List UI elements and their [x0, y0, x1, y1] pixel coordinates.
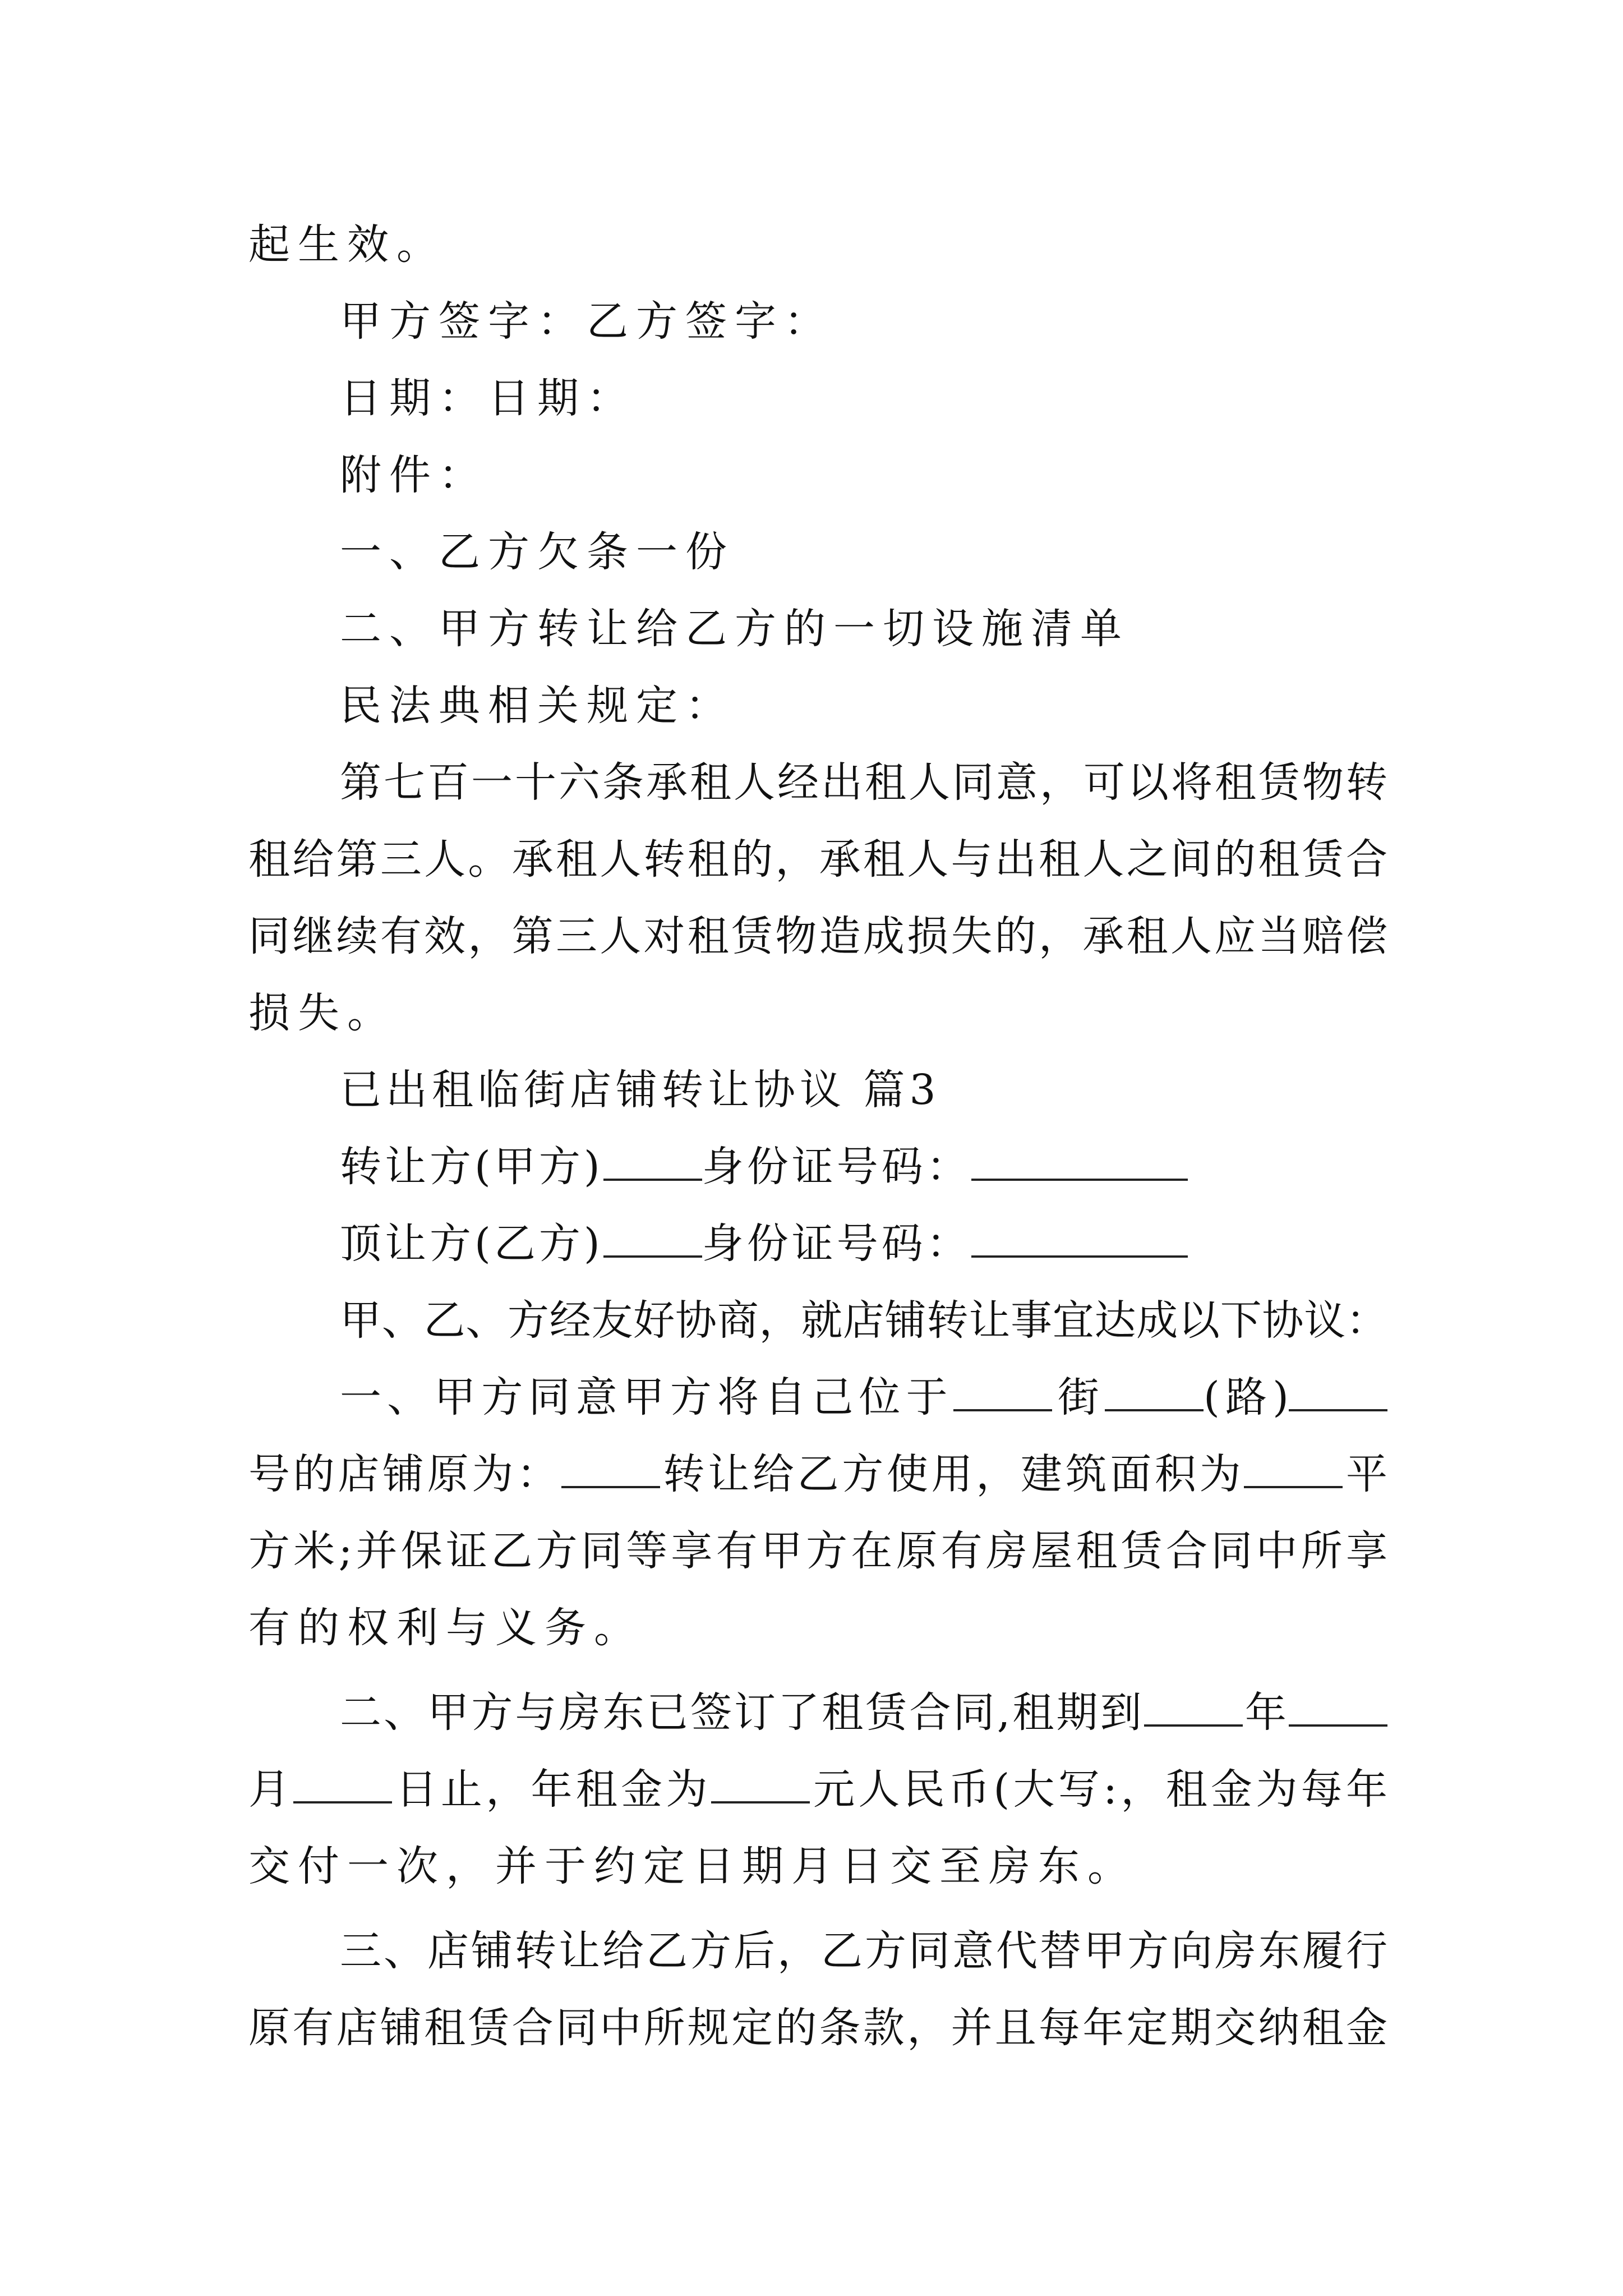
- attachment-item-2: 二、甲方转让给乙方的一切设施清单: [340, 605, 1129, 653]
- article-line: 租给第三人。承租人转租的，承租人与出租人之间的租赁合: [248, 835, 1387, 884]
- blank: [1105, 1375, 1204, 1411]
- blank: [1289, 1375, 1387, 1411]
- party-a-label: 转让方(甲方): [340, 1143, 603, 1191]
- attachment-item-1: 一、乙方欠条一份: [340, 528, 735, 576]
- clause-1-line: 方米;并保证乙方同等享有甲方在原有房屋租赁合同中所享: [248, 1527, 1387, 1575]
- clause-text: 年: [1242, 1688, 1289, 1737]
- clause-text: 号的店铺原为：: [248, 1450, 561, 1498]
- id-label: 身份证号码：: [702, 1220, 971, 1268]
- article-line: 损失。: [248, 989, 396, 1037]
- document-page: [248, 206, 1387, 2067]
- date-line: 日期：日期：: [340, 374, 636, 422]
- id-blank: [971, 1222, 1188, 1258]
- blank: [561, 1452, 660, 1488]
- clause-text: 街: [1052, 1373, 1105, 1421]
- blank: [1244, 1452, 1343, 1488]
- clause-2-line: [248, 1751, 1387, 1828]
- clause-2-line: 交付一次，并于约定日期月日交至房东。: [248, 1842, 1137, 1890]
- id-blank: [971, 1145, 1188, 1181]
- party-b-line: [248, 1205, 1387, 1282]
- clause-2-line: [248, 1674, 1387, 1751]
- clause-3-line: 三、店铺转让给乙方后，乙方同意代替甲方向房东履行: [340, 1927, 1387, 1975]
- blank: [293, 1768, 392, 1803]
- blank: [1289, 1691, 1387, 1727]
- clause-text: 元人民币(大写:，租金为每年: [809, 1765, 1387, 1814]
- name-blank: [603, 1222, 702, 1258]
- clause-text: 转让给乙方使用，建筑面积为: [660, 1450, 1244, 1498]
- blank: [1144, 1691, 1243, 1727]
- clause-text: 日止，年租金为: [392, 1765, 711, 1814]
- blank: [953, 1375, 1052, 1411]
- clause-text: 一、甲方同意甲方将自己位于: [340, 1373, 953, 1421]
- clause-1-line: 有的权利与义务。: [248, 1604, 643, 1652]
- clause-text: 平: [1343, 1450, 1388, 1498]
- clause-3-line: 原有店铺租赁合同中所规定的条款，并且每年定期交纳租金: [248, 2004, 1387, 2052]
- id-label: 身份证号码：: [702, 1143, 971, 1191]
- clause-1-line: [248, 1436, 1387, 1513]
- signature-line: 甲方签字：乙方签字：: [340, 297, 833, 346]
- civil-code-heading: 民法典相关规定：: [340, 682, 735, 730]
- party-a-line: [248, 1129, 1387, 1205]
- blank: [711, 1768, 810, 1803]
- name-blank: [603, 1145, 702, 1181]
- article-line: 同继续有效，第三人对租赁物造成损失的，承租人应当赔偿: [248, 912, 1387, 960]
- text-line: 起生效。: [248, 220, 446, 269]
- clause-text: 月: [248, 1765, 294, 1814]
- clause-text: 二、甲方与房东已签订了租赁合同,租期到: [340, 1688, 1144, 1737]
- attachment-heading: 附件：: [340, 451, 488, 499]
- article-line: 第七百一十六条承租人经出租人同意，可以将租赁物转: [340, 758, 1387, 807]
- clause-text: (路): [1204, 1373, 1289, 1421]
- intro-line: 甲、乙、方经友好协商，就店铺转让事宜达成以下协议：: [340, 1296, 1387, 1345]
- clause-1-line: [248, 1359, 1387, 1436]
- party-b-label: 顶让方(乙方): [340, 1220, 603, 1268]
- section-title: 已出租临街店铺转让协议 篇3: [340, 1066, 940, 1114]
